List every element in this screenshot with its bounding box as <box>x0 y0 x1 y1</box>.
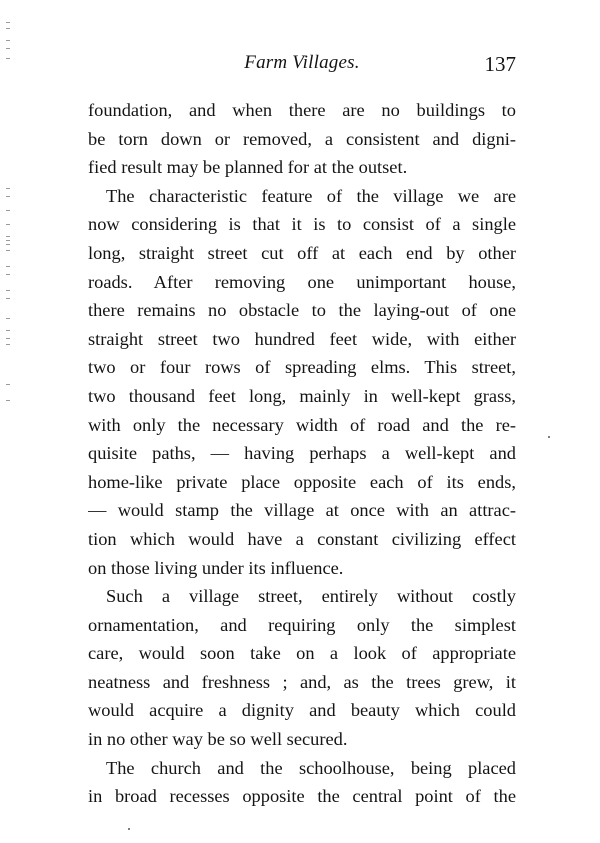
running-title: Farm Villages. <box>244 52 360 73</box>
scan-speck <box>128 828 130 830</box>
running-header <box>88 48 516 78</box>
text-line: in broad recesses opposite the central point of the <box>88 786 516 807</box>
text-line: two or four rows of spreading elms. This street, <box>88 357 516 378</box>
text-line: neatness and freshness ; and, as the trees grew, it <box>88 671 516 692</box>
text-line: two thousand feet long, mainly in well-kept grass, <box>88 385 516 406</box>
text-line: now considering is that it is to consist of a single <box>88 214 516 235</box>
text-line: long, straight street cut off at each end by other <box>88 242 516 263</box>
text-line: fied result may be planned for at the outset. <box>88 157 408 178</box>
body-text <box>88 96 516 811</box>
paragraph-first-line: The characteristic feature of the village we are <box>106 185 516 206</box>
paragraph-first-line: Such a village street, entirely without costly <box>106 586 516 607</box>
scan-speck <box>548 436 550 438</box>
page-number: 137 <box>484 52 516 76</box>
text-line: care, would soon take on a look of appropriate <box>88 643 516 664</box>
text-line: ornamentation, and requiring only the simplest <box>88 614 516 635</box>
text-line: — would stamp the village at once with an attrac- <box>88 500 516 521</box>
paragraph-first-line: The church and the schoolhouse, being placed <box>106 757 516 778</box>
text-line: roads. After removing one unimportant house, <box>88 271 516 292</box>
text-line: on those living under its influence. <box>88 557 344 578</box>
text-line: be torn down or removed, a consistent and digni- <box>88 128 516 149</box>
text-line: home-like private place opposite each of its ends, <box>88 471 516 492</box>
text-line: foundation, and when there are no buildings to <box>88 100 516 120</box>
text-line: tion which would have a constant civilizing effect <box>88 528 516 549</box>
text-line: quisite paths, — having perhaps a well-kept and <box>88 443 516 464</box>
text-line: there remains no obstacle to the laying-out of one <box>88 300 516 321</box>
scan-margin-marks <box>6 0 16 843</box>
text-line: in no other way be so well secured. <box>88 729 348 750</box>
text-line: would acquire a dignity and beauty which could <box>88 700 516 721</box>
text-line: with only the necessary width of road and the re- <box>88 414 516 435</box>
text-line: straight street two hundred feet wide, with either <box>88 328 516 349</box>
